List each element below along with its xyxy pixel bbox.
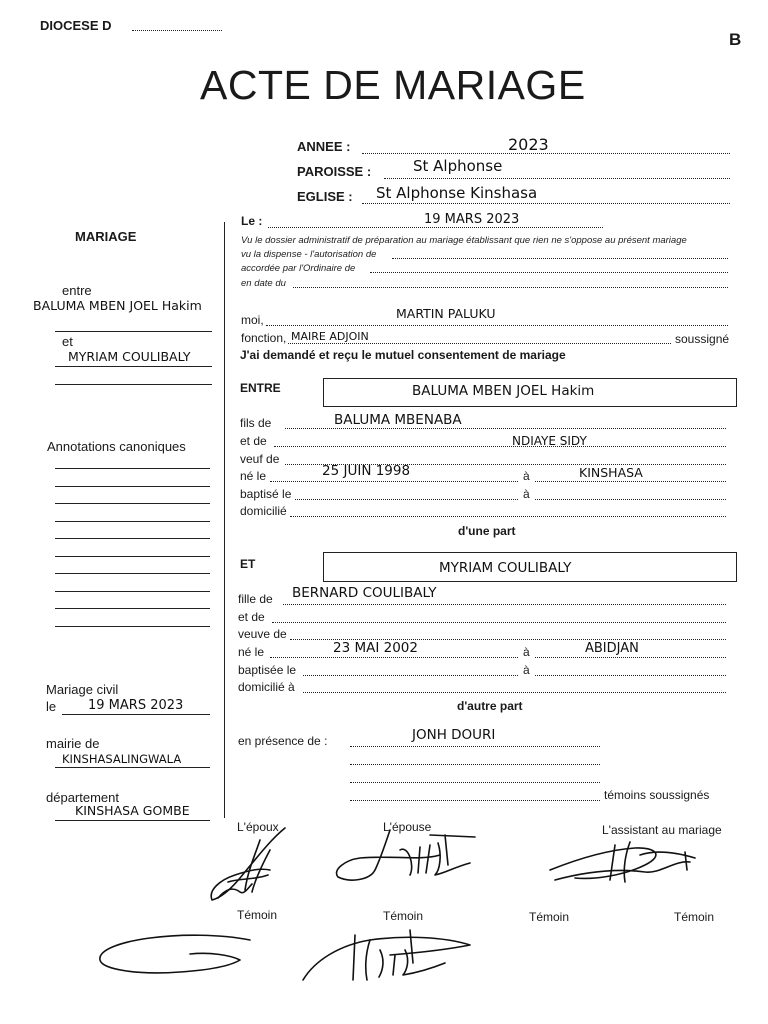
fonction-value: MAIRE ADJOIN (291, 330, 369, 343)
witness-line-4 (350, 800, 600, 801)
sidebar-mariage-label: MARIAGE (75, 229, 137, 244)
temoin-2-signature (295, 925, 480, 990)
annotation-line (55, 591, 210, 592)
witness-line-2 (350, 764, 600, 765)
annotation-line (55, 556, 210, 557)
sidebar-bride-name: MYRIAM COULIBALY (68, 349, 191, 364)
presence-label: en présence de : (238, 734, 328, 748)
document-title: ACTE DE MARIAGE (200, 62, 586, 108)
groom-birth-place: KINSHASA (579, 465, 643, 480)
bride-veuve-label: veuve de (238, 627, 287, 641)
mairie-value: KINSHASALINGWALA (62, 752, 182, 766)
paroisse-label: PAROISSE : (297, 164, 372, 179)
en-date-text: en date du (241, 278, 286, 289)
eglise-line (362, 203, 730, 204)
groom-ne-line (270, 481, 518, 482)
le-value: 19 MARS 2023 (424, 212, 520, 227)
groom-birth-date: 25 JUIN 1998 (322, 463, 411, 479)
sig-assistant-label: L'assistant au mariage (602, 823, 722, 837)
groom-baptise-a-label: à (523, 487, 530, 501)
bride-baptisee-line (303, 675, 518, 676)
bride-birth-place: ABIDJAN (585, 641, 639, 656)
paroisse-value: St Alphonse (413, 157, 503, 175)
bride-part-label: d'autre part (457, 699, 523, 713)
bride-baptisee-label: baptisée le (238, 663, 297, 677)
epoux-signature (200, 820, 290, 910)
bride-domicilie-line (303, 692, 726, 693)
sidebar-et-label: et (62, 334, 73, 349)
en-date-line (293, 287, 728, 288)
dispense-text: vu la dispense - l'autorisation de (241, 249, 377, 260)
bride-fille-line (283, 604, 726, 605)
bride-father: BERNARD COULIBALY (292, 585, 437, 601)
moi-value: MARTIN PALUKU (396, 306, 496, 321)
witness-1-name: JONH DOURI (412, 727, 496, 743)
groom-domicile-line (290, 516, 726, 517)
groom-a-line (535, 481, 726, 482)
bride-etde-label: et de (238, 610, 265, 624)
fonction-line (288, 343, 671, 344)
fonction-label: fonction, (241, 331, 287, 345)
civil-date-line (62, 714, 210, 715)
sig-temoin-1-label: Témoin (237, 908, 278, 922)
moi-line (266, 325, 728, 326)
bride-nee-line (270, 657, 518, 658)
sidebar-groom-name: BALUMA MBEN JOEL Hakim (33, 298, 202, 313)
sidebar-bride-line-1 (55, 366, 212, 367)
sig-temoin-2-label: Témoin (383, 909, 424, 923)
epouse-signature (330, 825, 480, 890)
sidebar-groom-line (55, 331, 212, 332)
annotations-label: Annotations canoniques (47, 439, 186, 454)
groom-domicile-label: domicilié (240, 504, 287, 518)
column-divider (224, 222, 225, 818)
dossier-text: Vu le dossier administratif de préparation au mariage établissant que rien ne s'oppose au présent mariage (241, 235, 687, 246)
annee-label: ANNEE : (297, 139, 351, 154)
bride-baptisee-a-label: à (523, 663, 530, 677)
groom-fils-label: fils de (240, 416, 272, 430)
annotation-line (55, 503, 210, 504)
groom-fils-line (285, 428, 726, 429)
le-line (268, 227, 603, 228)
annotation-line (55, 608, 210, 609)
diocese-dotted-line (132, 30, 222, 31)
sig-temoin-4-label: Témoin (674, 910, 715, 924)
departement-label: département (46, 790, 119, 805)
witnesses-soussignes-label: témoins soussignés (604, 788, 710, 802)
departement-value: KINSHASA GOMBE (75, 803, 190, 818)
sig-temoin-3-label: Témoin (529, 910, 570, 924)
groom-name: BALUMA MBEN JOEL Hakim (412, 383, 595, 399)
sig-epouse-label: L'épouse (383, 820, 432, 834)
civil-date: 19 MARS 2023 (88, 698, 184, 713)
departement-line (55, 820, 210, 821)
accordee-text: accordée par l'Ordinaire de (241, 263, 356, 274)
mairie-label: mairie de (46, 736, 100, 751)
accordee-line (370, 272, 728, 273)
dispense-line (392, 258, 728, 259)
groom-baptise-line (295, 499, 518, 500)
groom-a-label: à (523, 469, 530, 483)
soussigne-label: soussigné (675, 332, 730, 346)
groom-veuf-label: veuf de (240, 452, 280, 466)
civil-le-label: le (46, 699, 57, 714)
annotation-line (55, 468, 210, 469)
bride-baptisee-a-line (535, 675, 726, 676)
le-label: Le : (241, 214, 263, 228)
groom-ne-label: né le (240, 469, 267, 483)
corner-letter: B (729, 30, 742, 49)
paroisse-line (384, 178, 730, 179)
annotation-line (55, 626, 210, 627)
sig-epoux-label: L'époux (237, 820, 279, 834)
groom-part-label: d'une part (458, 524, 516, 538)
sidebar-entre-label: entre (62, 283, 92, 298)
groom-father: BALUMA MBENABA (334, 412, 462, 428)
mairie-line (55, 767, 210, 768)
bride-birth-date: 23 MAI 2002 (333, 640, 418, 656)
bride-et-label: ET (240, 557, 256, 571)
moi-label: moi, (241, 313, 264, 327)
eglise-label: EGLISE : (297, 189, 353, 204)
groom-entre-label: ENTRE (240, 381, 281, 395)
diocese-label: DIOCESE D (40, 18, 112, 33)
bride-name: MYRIAM COULIBALY (439, 560, 572, 576)
temoin-1-signature (90, 930, 260, 980)
bride-a-label: à (523, 645, 530, 659)
groom-mother: NDIAYE SIDY (512, 434, 587, 448)
eglise-value: St Alphonse Kinshasa (376, 184, 538, 202)
groom-etde-label: et de (240, 434, 267, 448)
annee-value: 2023 (508, 135, 549, 154)
groom-etde-line (274, 446, 726, 447)
bride-fille-label: fille de (238, 592, 273, 606)
annotation-line (55, 573, 210, 574)
annotation-line (55, 521, 210, 522)
bride-a-line (535, 657, 726, 658)
bride-nee-label: né le (238, 645, 265, 659)
assistant-signature (545, 830, 705, 895)
annotation-line (55, 538, 210, 539)
consent-text: J'ai demandé et reçu le mutuel consentement de mariage (240, 348, 566, 362)
groom-baptise-a-line (535, 499, 726, 500)
civil-label: Mariage civil (46, 682, 119, 697)
witness-line-3 (350, 782, 600, 783)
bride-domicilie-label: domicilié à (238, 680, 295, 694)
witness-line-1 (350, 746, 600, 747)
sidebar-bride-line-2 (55, 384, 212, 385)
annotation-line (55, 486, 210, 487)
groom-baptise-label: baptisé le (240, 487, 292, 501)
bride-etde-line (272, 622, 726, 623)
